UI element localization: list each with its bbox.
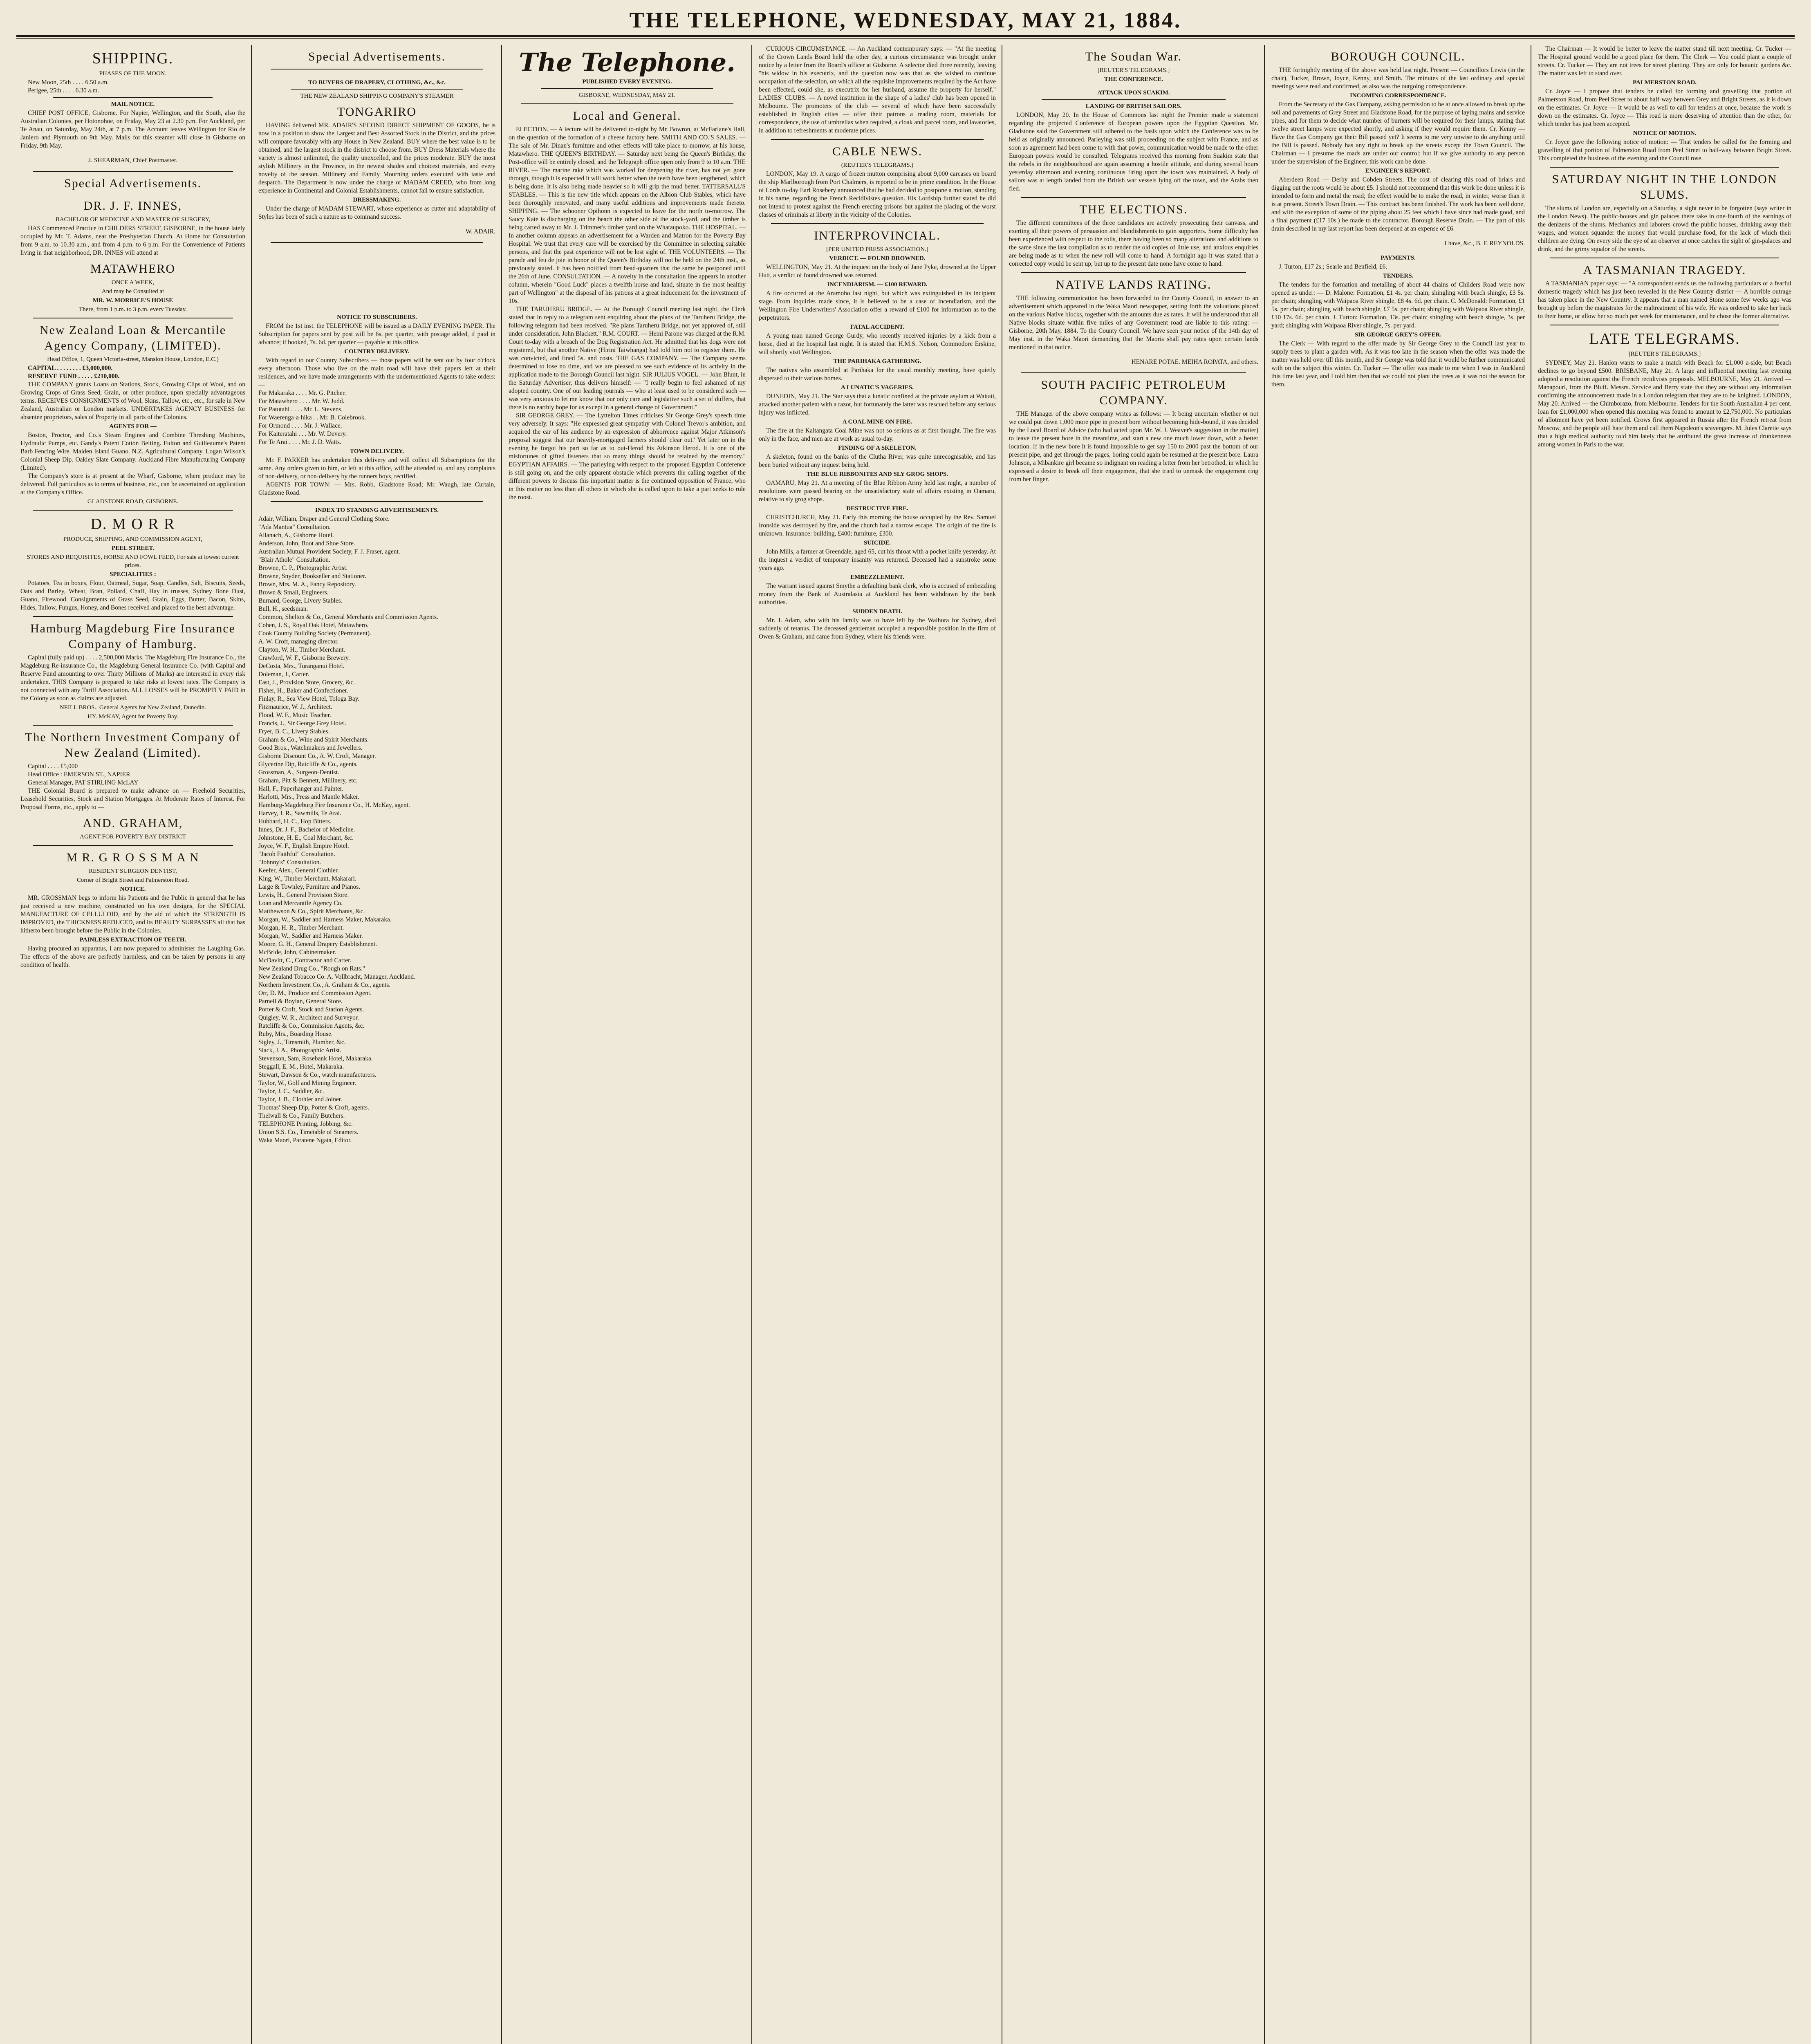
index-entry: Clayton, W. H., Timber Merchant. bbox=[258, 646, 345, 653]
payments-heading: PAYMENTS. bbox=[1381, 255, 1416, 261]
peel-street: PEEL STREET. bbox=[112, 545, 154, 551]
index-entry: Morgan, W., Saddler and Harness Maker, Makaraka. bbox=[258, 916, 392, 923]
index-entry: Porter & Croft, Stock and Station Agents. bbox=[258, 1006, 364, 1013]
skeleton-text: A skeleton, found on the banks of the Clutha River, was quite unrecognisable, and has been buried without any inquest being held. bbox=[759, 453, 996, 468]
tongariro: TONGARIRO bbox=[337, 105, 417, 119]
index-entry: Cohen, J. S., Royal Oak Hotel, Matawhero. bbox=[258, 622, 369, 629]
painless-heading: PAINLESS EXTRACTION OF TEETH. bbox=[79, 937, 186, 943]
parihaka-text: The natives who assembled at Parihaka for the usual monthly meeting, have quietly dispersed to their various homes. bbox=[759, 367, 996, 382]
column-5 bbox=[1005, 45, 1262, 2044]
adair-text: HAVING delivered MR. ADAIR'S SECOND DIRECT SHIPMENT OF GOODS, he is now in a position to show the Largest and Best Assorted Stock in the District, and the prices will compare favorably with any House in New Zealand. BUY where the best value is to be obtained, and the largest stock in the district to choose from. BUY Dress Materials where the variety is almost unlimited, the quality unexcelled, and the prices moderate. BUY the most stylish Millinery in the Province, in the newest shades and choicest materials, and every novelty of the season. Millinery and Family Mourning orders executed with taste and despatch. The Department is now under the charge of MADAM CREED, who from long experience in Continental and Colonial Establishments, cannot fail to ensure satisfaction. bbox=[258, 122, 495, 194]
index-entry: Browne, Snyder, Bookseller and Stationer. bbox=[258, 573, 367, 580]
index-entry: Francis, J., Sir George Grey Hotel. bbox=[258, 720, 347, 727]
newspaper-logo: The Telephone. bbox=[519, 47, 735, 77]
sudden-text: Mr. J. Adam, who with his family was to have left by the Waihora for Sydney, died suddenly of tetanus. The deceased gentleman occupied a responsible position in the firm of Owen & Graham, and came from Sydney, where his friends were. bbox=[759, 617, 996, 640]
index-entry: McBride, John, Cabinetmaker. bbox=[258, 949, 336, 956]
interprovincial-heading: INTERPROVINCIAL. bbox=[814, 229, 941, 242]
incoming-text: From the Secretary of the Gas Company, asking permission to be at once allowed to break up the soil and pavements of Grey Street and Gladstone Road, for the purpose of laying mains and service pipes, and for them to decide what number of burners will be required for their lamps, stating that twelve street lamps were expected shortly, and asking if they would require them. Cr. Kenny — Have the Gas Company got their Bill passed yet? It seems to me very unwise to do anything until the Bill is passed. Nobody has any right to break up the streets except the Town Council. The Chairman — I presume the roads are under our control; but if we give authority to any person under the supervision of the Engineer, this work can be done. bbox=[1271, 101, 1525, 165]
embezzle-heading: EMBEZZLEMENT. bbox=[850, 574, 904, 580]
fatal-text: A young man named George Gurdy, who recently received injuries by a kick from a horse, died at the hospital last night. It is stated that H.M.S. Nelson, Commodore Erskine, will shortly visit Wellington. bbox=[759, 332, 996, 356]
index-entry: Browne, C. P., Photographic Artist. bbox=[258, 565, 348, 572]
index-entry: Brown & Small, Engineers. bbox=[258, 589, 329, 596]
column-6 bbox=[1267, 45, 1529, 2044]
index-entry: "Jacob Faithful" Consultation. bbox=[258, 851, 335, 858]
elections-text: The different committees of the three candidates are actively prosecuting their canvass, and exerting all their powers of persuasion and blandishments to gain supporters. Some difficulty has been experienced with respect to the rolls, there having been so many alterations and additions to the same since the last compilation as to render the old copies of little use, and anxious enquiries are being made as to when the new roll will come to hand. A fortnight ago it was stated that a corrected copy would be sent up, but up to the present date none have come to hand. bbox=[1009, 220, 1258, 267]
country-agent-line: For Kaiteratahi . . . Mr. W. Devery. bbox=[258, 430, 347, 437]
index-entry: Matthewson & Co., Spirit Merchants, &c. bbox=[258, 908, 365, 915]
specialities-heading: SPECIALITIES : bbox=[110, 571, 156, 578]
incoming-heading: INCOMING CORRESPONDENCE. bbox=[1350, 92, 1446, 99]
index-entry: Common, Shelton & Co., General Merchants and Commission Agents. bbox=[258, 614, 438, 621]
suicide-text: John Mills, a farmer at Greendale, aged 65, cut his throat with a pocket knife yesterday. At the inquest a verdict of temporary insanity was returned. Deceased had a sunstroke some years ago. bbox=[759, 548, 996, 572]
local-text-2: THE TARUHERU BRIDGE. — At the Borough Council meeting last night, the Clerk stated that in reply to a telegram sent enquiring about the plans of the Taruheru Bridge, the following telegram had been received. "Re plans Taruheru Bridge, not yet approved of, still under consideration. John Blackett." R.M. COURT. — Hemi Parone was charged at the R.M. Court to-day with a breach of the Dog Registration Act. He admitted that his dogs were not registered, but that another Native (Hirini Taiwhanga) had told him not to register them. He was convicted, and fined 5s. and costs. THE GAS COMPANY. — The Company seems determined to lose no time, and we are pleased to see such evidence of its activity in the application made to the Borough Council last night. SIR JULIUS VOGEL. — John Blunt, in the Saturday Advertiser, thus delivers himself: — "I really begin to feel ashamed of my adopted country. One of our leading journals — who at least used to be considered such — was very anxious to let me know that our only care and legislative such a set of duffers, that there is no earthly hope for us except in a general change of Government." bbox=[509, 306, 746, 411]
dmorr-heading: D. M O R R bbox=[90, 515, 175, 533]
column-3 bbox=[504, 45, 750, 2044]
index-entry: Hubbard, H. C., Hop Bitters. bbox=[258, 818, 332, 825]
index-entry: Johnstone, H. E., Coal Merchant, &c. bbox=[258, 834, 354, 841]
saturday-text: The slums of London are, especially on a Saturday, a sight never to be forgotten (says writer in the London News). The public-houses and gin palaces there take in one-fourth of the earnings of the denizens of the slums. Mechanics and laborers crowd the public houses, drinking away their wages, and women squander the money that would purchase food, for the lack of which their children are dying. On every side the eye of an observer at once catches the sight of gin-palaces and drink, and the grimy squalor of the streets. bbox=[1538, 205, 1791, 253]
tenders-text: The tenders for the formation and metalling of about 44 chains of Childers Road were now opened as under: — D. Malone: Formation, £1 4s. per chain; shingling with beach shingle, £3 5s. per chain; shingling with Waipaoa River shingle, £8 4s. 6d. per chain. C. McDonald: Formation, £1 5s. per chain; shingling with beach shingle, £7 5s. per chain; shingling with Waipaoa River shingle, £10 17s. 6d. per chain. J. Turton: Formation, 13s. per chain; shingling with beach shingle, 3s. per yard; shingling with Waipaoa River shingle, 7s. per yard. bbox=[1271, 281, 1525, 329]
dressmaking-heading: DRESSMAKING. bbox=[353, 197, 401, 203]
country-text: With regard to our Country Subscribers — those papers will be sent out by four o'clock every afternoon. Those who live on the main road will have their papers left at their residences, and we have made arrangements with the undermentioned Agents to take orders: — bbox=[258, 357, 495, 388]
index-entry: Loan and Mercantile Agency Co. bbox=[258, 900, 343, 907]
index-entry: Ratcliffe & Co., Commission Agents, &c. bbox=[258, 1022, 365, 1029]
town-text: Mr. F. PARKER has undertaken this delivery and will collect all Subscriptions for the same. Any orders given to him, or left at this office, will be attended to, and any complaints of non-delivery, or non-delivery by the runners boys, rectified. bbox=[258, 457, 495, 480]
special-ads-heading: Special Advertisements. bbox=[308, 50, 446, 63]
soudan-sub: [REUTER'S TELEGRAMS.] bbox=[1097, 67, 1170, 74]
index-heading: INDEX TO STANDING ADVERTISEMENTS. bbox=[315, 507, 439, 513]
telegrams-heading: LATE TELEGRAMS. bbox=[1589, 330, 1740, 347]
ribbon-heading: THE BLUE RIBBONITES AND SLY GROG SHOPS. bbox=[806, 471, 948, 477]
soudan-text: LONDON, May 20. In the House of Commons last night the Premier made a statement regarding the projected Conference of European powers upon the Egyptian Question. Mr. Gladstone said the Government still adhered to the basis upon which the Conference was to be held as originally announced. Parleying was still proceeding on the subject with France, and as soon as agreement had been come to with that power, communication would be made to the other European powers would be consulted. Telegrams received this morning from Suakim state that the rebels in the neighbourhood are again assuming a hostile attitude, and during several hours yesterday afternoon and evening continuous firing upon the town was maintained. A body of sailors was at length landed from the British war vessels lying off the town, and the Arabs then fled. bbox=[1009, 112, 1258, 192]
verdict-heading: VERDICT. — FOUND DROWNED. bbox=[829, 255, 926, 262]
index-entry: Lewis, H., General Provision Store. bbox=[258, 892, 349, 899]
grossman-address: Corner of Bright Street and Palmerston Road. bbox=[76, 877, 189, 883]
index-entry: Waka Maori, Paratene Ngata, Editor. bbox=[258, 1137, 352, 1144]
local-continued: CURIOUS CIRCUMSTANCE. — An Auckland contemporary says: — "At the meeting of the Crown Lands Board held the other day, a curious circumstance was brought under notice by a letter from the Board's officer at Gisborne. A selector died three recently, leaving "his widow in his executrix, and the question now was that as she wished to continue occupation of the selection, on which all the requisite improvements required by the Act have been effected, could she, as executrix for her husband, assume the property for herself." LADIES' CLUBS. — A novel institution in the shape of a ladies' club has been opened in Melbourne. The promoters of the club — several of which have been successfully established in English cities — offer their patrons a reading room, materials for correspondence, the use of umbrellas when required, a cloak and parcel room, and lavatories, in addition to refreshments at moderate prices. bbox=[759, 45, 996, 134]
lunatic-heading: A LUNATIC'S VAGERIES. bbox=[841, 384, 914, 391]
morrice-time: There, from 1 p.m. to 3 p.m. every Tuesday. bbox=[79, 306, 187, 313]
index-entry: Northern Investment Co., A. Graham & Co., agents. bbox=[258, 982, 391, 988]
index-entry: Sigley, J., Timsmith, Plumber, &c. bbox=[258, 1039, 346, 1046]
saturday-heading: SATURDAY NIGHT IN THE LONDON SLUMS. bbox=[1552, 173, 1777, 202]
index-entry: Fisher, H., Baker and Confectioner. bbox=[258, 687, 348, 694]
wharf-text: The Company's store is at present at the Wharf, Gisborne, where produce may be delivered. Full particulars as to terms of business, etc., can be ascertained on application at the Company's Office. bbox=[20, 473, 245, 496]
town-agents: AGENTS FOR TOWN: — Mrs. Robb, Gladstone Road; Mr. Waugh, late Curtain, Gladstone Road. bbox=[258, 481, 495, 496]
incendiarism-text: A fire occurred at the Aramoho last night, but which was extinguished in its incipient stage. From inquiries made since, it is believed to be a case of incendiarism, and the Wellington Fire Underwriters' Association offer a reward of £100 for information as to the perpetrators. bbox=[759, 290, 996, 321]
nz-loan-heading: New Zealand Loan & Mercantile Agency Company, (LIMITED). bbox=[39, 323, 226, 352]
tasmanian-text: A TASMANIAN paper says: — "A correspondent sends us the following particulars of a fearful domestic tragedy which has just been revealed in the New Country district — A horrible outrage has taken place in the New Country. It appears that a man named Stone some few weeks ago was brought up before the magistrates for the maltreatment of his wife. He was ordered to take her back to their home, or allow her so much per week for maintenance, and he chose the former alternative. bbox=[1538, 280, 1791, 320]
index-entry: Hamburg-Magdeburg Fire Insurance Co., H. McKay, agent. bbox=[258, 802, 410, 809]
index-entry: Adair, William, Draper and General Clothing Store. bbox=[258, 515, 390, 522]
telegrams-sub: [REUTER'S TELEGRAMS.] bbox=[1628, 351, 1701, 357]
column-4 bbox=[755, 45, 1000, 2044]
once-week: ONCE A WEEK, bbox=[111, 279, 155, 286]
agents-for: AGENTS FOR — bbox=[109, 423, 157, 430]
index-entry: Joyce, W. F., English Empire Hotel. bbox=[258, 843, 349, 849]
pacific-heading: SOUTH PACIFIC PETROLEUM COMPANY. bbox=[1041, 378, 1226, 407]
local-text-3: SIR GEORGE GREY. — The Lyttelton Times criticises Sir George Grey's speech time very adversely. It says: "He expressed great sympathy with Colonel Trevor's ambition, and acquired the ear of his audience by an expression of abhorrence against Major Atkinson's proposal suggest that our heavily-mortgaged farmers should 'clear out.' Yet later on in the evening he forgot his part so far as to out-Herod his Atkinson Herod. It is one of the misfortunes of gifted listeners that so many things should be retained by the memory." EGYPTIAN AFFAIRS. — The parleying with respect to the proposed Egyptian Conference is still going on, and the only apparent obstacle which prevents the calling together of the different powers to discuss this important matter is the continued opposition of France, who in this matter no less than all others in which she is called upon to take a part seeks to rule the roost. bbox=[509, 412, 746, 501]
column-2 bbox=[254, 45, 500, 2044]
column-7 bbox=[1534, 45, 1795, 2044]
column-divider bbox=[751, 45, 752, 2044]
index-entry: Slack, J. A., Photographic Artist. bbox=[258, 1047, 341, 1054]
nz-loan-office: Head Office, 1, Queen Victoria-street, Mansion House, London, E.C.) bbox=[47, 356, 219, 363]
telegrams-text: SYDNEY, May 21. Hanlon wants to make a match with Beach for £1,000 a-side, but Beach declines to go beyond £500. BRISBANE, May 21. A large and influential meeting last evening adopted a resolution against the French recidivists proposals. MELBOURNE, May 21. Arrived — Manapouri, from the Bluff. Messrs. Service and Berry state that they are without any information confirming the announcement made in a London telegram that they are to be knighted. LONDON, May 20. Arrived — the Chimborazo, from Melbourne. Tenders for the South Australian 4 per cent. loan for £1,000,000 when opened this morning was found to amount to £2,750,000. No particulars of allotment have yet been notified. Crows first appeared in Russia after the French retreat from Moscow, and the people still hate them and call them Napoleon's scavengers. M. Jules Claretie says that a high medical authority told him lately that he attributed the great increase of drunkenness among women in Paris to the war. bbox=[1538, 359, 1791, 448]
innes-text: HAS Commenced Practice in CHILDERS STREET, GISBORNE, in the house lately occupied by Mr. T. Adams, near the Presbyterian Church. At Home for Consultation from 9 a.m. to 10.30 a.m., and from 4 p.m. to 6 p.m. For the Convenience of Patients living in that neighborhood, DR. INNES will attend at bbox=[20, 225, 245, 256]
index-entry: Graham & Co., Wine and Spirit Merchants. bbox=[258, 736, 369, 743]
index-entry: Stewart, Dawson & Co., watch manufacturers. bbox=[258, 1071, 377, 1078]
index-entry: Thelwall & Co., Family Butchers. bbox=[258, 1112, 345, 1119]
index-entry: Gisborne Discount Co., A. W. Croft, Manager. bbox=[258, 753, 376, 760]
grossman-text: MR. GROSSMAN begs to inform his Patients and the Public in general that he has just received a new machine, constructed on his own designs, for the SPECIAL MANUFACTURE OF CELLULOID, and by the aid of which the STRENGTH IS IMPROVED, the THICKNESS REDUCED, and its BEAUTY SURPASSES all that has hitherto been brought before the Public in the Colonies. bbox=[20, 894, 245, 934]
borough-heading: BOROUGH COUNCIL. bbox=[1331, 50, 1466, 63]
subscribers-heading: NOTICE TO SUBSCRIBERS. bbox=[337, 314, 417, 320]
embezzle-text: The warrant issued against Smythe a defaulting bank clerk, who is accused of embezzling money from the Bank of Australasia at Auckland has been withdrawn by the bank authorities. bbox=[759, 583, 996, 606]
index-entry: Morgan, H. R., Timber Merchant. bbox=[258, 924, 344, 931]
grey-text: The Clerk — With regard to the offer made by Sir George Grey to the Council last year to supply trees to plant a garden with. As it was too late in the season when the offer was made the matter was held over till this month, and Sir George was told that it would be further communicated with on the subject this winter. Cr. Tucker — The offer was made to me when I was in Auckland this time last year, and I told him then that we could not plant the trees as it was not the season for them. bbox=[1271, 340, 1525, 388]
agents-list: Boston, Proctor, and Co.'s Steam Engines and Combine Threshing Machines, Hydraulic Pumps, etc. Gandy's Patent Cotton Belting. Fulton and Guilleaume's Patent Barb Fencing Wire. Maiden Island Guano. N.Z. Agricultural Company. Logan Wilson's Colonial Sheep Dip. Oakley Slate Company. Auckland Fibre Manufacturing Company (Limited). bbox=[20, 432, 245, 471]
index-entry: "Ada Mantua" Consultation. bbox=[258, 524, 331, 531]
index-entry: Cook County Building Society (Permanent). bbox=[258, 630, 371, 637]
index-entry: Doleman, J., Carter. bbox=[258, 671, 309, 678]
northern-line: Head Office : EMERSON ST., NAPIER bbox=[28, 771, 130, 778]
index-entry: Anderson, John, Boot and Shoe Store. bbox=[258, 540, 355, 547]
destructive-text: CHRISTCHURCH, May 21. Early this morning the house occupied by the Rev. Samuel Ironside was destroyed by fire, and the church had a narrow escape. The origin of the fire is unknown. Insurance: building, £400; furniture, £300. bbox=[759, 514, 996, 537]
hamburg-text: Capital (fully paid up) . . . . 2,500,000 Marks. The Magdeburg Fire Insurance Co., the Magdeburg Re-insurance Co., the Magdeburg General Insurance Co. (with Capital and Reserve Fund amounting to over Thirty Millions of Marks) are interested in every risk undertaken. THIS Company is prepared to take risks at lowest rates. The Company is not connected with any Tariff Association. ALL LOSSES will be PROMPTLY PAID in the Colony as soon as claims are adjusted. bbox=[20, 654, 245, 702]
country-heading: COUNTRY DELIVERY. bbox=[344, 348, 410, 355]
interprovincial-sub: [PER UNITED PRESS ASSOCIATION.] bbox=[826, 246, 929, 253]
index-entry: Union S.S. Co., Timetable of Steamers. bbox=[258, 1129, 359, 1136]
index-entry: Harlotti, Mrs., Press and Mantle Maker. bbox=[258, 793, 359, 800]
motion-heading: NOTICE OF MOTION. bbox=[1633, 130, 1697, 137]
index-entry: King, W., Timber Merchant, Makarari. bbox=[258, 875, 356, 882]
masthead-rule-thin bbox=[16, 38, 1795, 39]
incendiarism-heading: INCENDIARISM. — £100 REWARD. bbox=[827, 281, 928, 288]
northern-text: THE Colonial Board is prepared to make advance on — Freehold Securities, Leasehold Securities, Stock and Station Mortgages. At Moderate Rates of Interest. For Proposal Forms, etc., apply to — bbox=[20, 787, 245, 811]
matawhero-heading: MATAWHERO bbox=[90, 262, 176, 276]
mail-heading: MAIL NOTICE. bbox=[111, 101, 155, 108]
column-divider bbox=[501, 45, 502, 2044]
grossman-name: M R. G R O S S M A N bbox=[66, 851, 199, 864]
index-entry: Moore, G. H., General Drapery Establishment. bbox=[258, 941, 377, 948]
engineer-heading: ENGINEER'S REPORT. bbox=[1365, 168, 1431, 174]
hamburg-heading: Hamburg Magdeburg Fire Insurance Company of Hamburg. bbox=[30, 622, 235, 651]
index-entry: Australian Mutual Provident Society, F. J. Fraser, agent. bbox=[258, 548, 400, 555]
index-entry: Quigley, W. R., Architect and Surveyor. bbox=[258, 1014, 359, 1021]
index-entry: Orr, D. M., Produce and Commission Agent. bbox=[258, 990, 372, 997]
index-entry: Fryer, B. C., Livery Stables. bbox=[258, 728, 330, 735]
mail-text: CHIEF POST OFFICE, Gisborne. For Napier, Wellington, and the South, also the Australian Colonies, per Hotonohoe, on Friday, May 23 at 2.30 p.m. For Auckland, per Te Anau, on Saturday, May 24th, at 7 p.m. The Account leaves Wellington for Rio de Janiero and Plymouth on 9th May. Mails for this steamer will close in Gisborne on Friday, 9th May. bbox=[20, 110, 245, 149]
fatal-heading: FATAL ACCIDENT. bbox=[850, 324, 905, 330]
reserve-line: RESERVE FUND . . . . . £210,000. bbox=[28, 373, 120, 380]
dressmaking-text: Under the charge of MADAM STEWART, whose experience as cutter and adaptability of Styles has been of such a nature as to command success. bbox=[258, 205, 495, 220]
index-entry: TELEPHONE Printing, Jobbing, &c. bbox=[258, 1121, 353, 1127]
specialities-text: Potatoes, Tea in boxes, Flour, Oatmeal, Sugar, Soap, Candles, Salt, Biscuits, Seeds, Oats and Barley, Wheat, Bran, Pollard, Chaff, Hay in trusses, Sydney Bone Dust, Guano, Firewood. Consignments of Grass Seed, Grain, Eggs, Butter, Bacon, Skins, Hides, Tallow, Fungus, Honey, and Bones received and placed to the best advantage. bbox=[20, 580, 245, 611]
index-entry: Crawford, W. F., Gisborne Brewery. bbox=[258, 654, 350, 661]
local-text: ELECTION. — A lecture will be delivered to-night by Mr. Bowron, at McFarlane's Hall, on the question of the formation of a cheese factory here. SMITH AND CO.'S SALES. — The sale of Mr. Dinan's furniture and other effects will take place to-morrow, at his house, Matawhero. THE QUEEN'S BIRTHDAY. — Saturday next being the Queen's Birthday, the Post-office will be entirely closed, and the Telegraph office open only from 9 to 10 a.m. THE RIVER. — The marine rake which was worked for deepening the river, has not yet gone through, though it is expected it will work better when the teeth have been lengthened, which is being done. It is also being made heavier so it will grip the mud better. TATTERSALL'S STABLES. — This is the new title which appears on the Albion Club Stables, which have been thoroughly renovated, and many useful additions and improvements made thereto. SHIPPING. — The schooner Opihonn is expected to leave for the north to-morrow. The Saucy Kate is discharging on the beach the other side of the stock-yard, and the timber is being carted away to Mr. J. Trimmer's timber yard on the Whataupoko. THE HOSPITAL. — In another column appears an advertisement for a Warden and Matron for the Poverty Bay Hospital. We trust that every care will be exercised by the Committee in selecting suitable persons, and that the past experience will not be lost sight of. THE VOLUNTEERS. — The parade and feu de joie in honor of the Queen's Birthday will not be held on the 24th inst., as previously stated. It has been notified from head-quarters that the same be postponed until the 26th of June. CONSULTATION. — A novelty in the consultation line appears in another column, wherein "Good Luck" places a twelfth horse and land, situate in the most healthy part of Wellington" at the disposal of his patrons at a great inducement for the investment of 10s. bbox=[509, 126, 746, 305]
native-signatures: HENARE POTAE. MEIHA ROPATA, and others. bbox=[1131, 358, 1258, 365]
notice-heading: NOTICE. bbox=[120, 886, 146, 892]
engineer-text: Aberdeen Road — Derby and Cobden Streets. The cost of clearing this road of briars and digging out the roots would be about £5. I should not recommend that this work be done unless it is intended to form and metal the road; the effect would be to make the road, in winter, worse than it is at present. Street's Town Drain. — This contract has been finished. The work has been well done, and with the exception of some of the piping about 25 feet which I have since had made good, and a final payment (£17 10s.) be made to the contractor. Borough Reserve Drain. — The part of this drain described in my last report has been deepened at an expense of £6. bbox=[1271, 176, 1525, 232]
grossman-sub: RESIDENT SURGEON DENTIST, bbox=[89, 868, 177, 874]
index-entry: Allanach, A., Gisborne Hotel. bbox=[258, 532, 334, 539]
motion-text: Cr. Joyce gave the following notice of motion: — That tenders be called for the forming and gravelling of that portion of Palmerston Road from Peel Street to half-way between Bright Street. This completed the business of the evening and the Council rose. bbox=[1538, 139, 1791, 162]
index-entry: DeCosta, Mrs., Turanganui Hotel. bbox=[258, 663, 345, 670]
postmaster: J. SHEARMAN, Chief Postmaster. bbox=[88, 157, 177, 164]
dmorr-sub: PRODUCE, SHIPPING, AND COMMISSION AGENT, bbox=[63, 536, 203, 542]
country-agent-line: For Ormond . . . . Mr. J. Wallace. bbox=[258, 422, 342, 429]
index-entry: Large & Townley, Furniture and Pianos. bbox=[258, 883, 361, 890]
native-lands-heading: NATIVE LANDS RATING. bbox=[1056, 278, 1212, 291]
palmerston-text: Cr. Joyce — I propose that tenders be called for forming and gravelling that portion of Palmerston Road, from Peel Street to about half-way between Grey and Bright Streets, as it is down on the estimates. Cr. Joyce — It would be as well to call for tenders at once, because the work is down on the estimates. Cr. Joyce — This road is more deserving of attention than the other, for which tender has just been accepted. bbox=[1538, 88, 1791, 128]
masthead: THE TELEPHONE, WEDNESDAY, MAY 21, 1884. bbox=[629, 8, 1182, 32]
index-entry: New Zealand Tobacco Co. A. Vollbracht, Manager, Auckland. bbox=[258, 973, 415, 980]
index-entry: Parnell & Boylan, General Store. bbox=[258, 998, 343, 1005]
skeleton-heading: FINDING OF A SKELETON. bbox=[838, 445, 917, 451]
index-entry: Steggall, E. M., Hotel, Makaraka. bbox=[258, 1063, 344, 1070]
town-heading: TOWN DELIVERY. bbox=[350, 448, 404, 455]
index-entry: Brown, Mrs. M. A., Fancy Repository. bbox=[258, 581, 356, 588]
shipping-company: THE NEW ZEALAND SHIPPING COMPANY'S STEAMER bbox=[300, 93, 454, 99]
special-ads-heading: Special Advertisements. bbox=[64, 177, 202, 190]
mckay-agent: HY. McKAY, Agent for Poverty Bay. bbox=[87, 713, 179, 720]
index-entry: Flood, W. F., Music Teacher. bbox=[258, 712, 331, 719]
index-entry: Keefer, Alex., General Clothier. bbox=[258, 867, 339, 874]
elections-heading: THE ELECTIONS. bbox=[1079, 203, 1188, 216]
local-heading: Local and General. bbox=[573, 109, 681, 123]
index-entry: New Zealand Drug Co., "Rough on Rats." bbox=[258, 965, 365, 972]
column-1 bbox=[16, 45, 249, 2044]
index-list bbox=[258, 515, 495, 1145]
lunatic-text: DUNEDIN, May 21. The Star says that a lunatic confined at the private asylum at Waitati, attacked another patient with a razor, but fortunately the latter was rescued before any serious injury was inflicted. bbox=[759, 393, 996, 416]
consulted-at: And may be Consulted at bbox=[101, 288, 164, 295]
index-entry: Good Bros., Watchmakers and Jewellers. bbox=[258, 744, 363, 751]
country-agent-line: For Matawhero . . . . Mr. W. Judd. bbox=[258, 398, 345, 405]
painless-text: Having procured an apparatus, I am now prepared to administer the Laughing Gas. The effects of the above are perfectly harmless, and can be taken by persons in any condition of health. bbox=[20, 945, 245, 968]
sudden-heading: SUDDEN DEATH. bbox=[852, 608, 902, 615]
cable-heading: CABLE NEWS. bbox=[832, 145, 923, 158]
landing-heading: LANDING OF BRITISH SAILORS. bbox=[1085, 103, 1182, 110]
palmerston-heading: PALMERSTON ROAD. bbox=[1632, 79, 1697, 86]
tenders-heading: TENDERS. bbox=[1383, 273, 1414, 279]
moon-heading: PHASES OF THE MOON. bbox=[99, 70, 167, 77]
column-divider bbox=[1264, 45, 1265, 2044]
ribbon-text: OAMARU, May 21. At a meeting of the Blue Ribbon Army held last night, a number of resolutions were passed bearing on the unsatisfactory state of affairs existing in Oamaru, relative to sly grog shops. bbox=[759, 480, 996, 503]
graham-sub: AGENT FOR POVERTY BAY DISTRICT bbox=[80, 834, 186, 840]
index-entry: Taylor, J. C., Saddler, &c. bbox=[258, 1088, 324, 1095]
dmorr-stores: STORES AND REQUISITES, HORSE AND FOWL FEED, For sale at lowest current prices. bbox=[27, 554, 239, 569]
gladstone-road: GLADSTONE ROAD, GISBORNE. bbox=[87, 498, 179, 505]
nz-loan-text: THE COMPANY grants Loans on Stations, Stock, Growing Clips of Wool, and on Growing Crops of Grass Seed, Grain, or other produce, upon specially advantageous terms. RECEIVES CONSIGNMENTS of Wool, Skins, Tallow, etc., etc., for sale in New Zealand, Australian or London markets. UNDERTAKES AGENCY BUSINESS for absentee proprietors, sales of Property in all parts of the Colonies. bbox=[20, 381, 245, 421]
masthead-rule bbox=[16, 35, 1795, 37]
suicide-heading: SUICIDE. bbox=[863, 540, 891, 546]
index-entry: Taylor, J. B., Clothier and Joiner. bbox=[258, 1096, 342, 1103]
country-agent-line: For Te Arai . . . . Mr. J. D. Watts. bbox=[258, 439, 341, 446]
index-entry: Burnard, George, Livery Stables. bbox=[258, 597, 343, 604]
soudan-heading: The Soudan War. bbox=[1085, 50, 1182, 63]
conference-heading: THE CONFERENCE. bbox=[1104, 76, 1163, 83]
country-agent-line: For Makaraka . . . . Mr. G. Pitcher. bbox=[258, 390, 346, 397]
index-entry: Stevenson, Sam, Rosebank Hotel, Makaraka. bbox=[258, 1055, 373, 1062]
engineer-signature: I have, &c., B. F. REYNOLDS. bbox=[1444, 240, 1525, 247]
index-entry: Innes, Dr. J. F., Bachelor of Medicine. bbox=[258, 826, 355, 833]
grey-heading: SIR GEORGE GREY'S OFFER. bbox=[1354, 332, 1442, 338]
parihaka-heading: THE PARIHAKA GATHERING. bbox=[833, 358, 921, 365]
index-entry: McDavitt, C., Contractor and Carter. bbox=[258, 957, 352, 964]
index-entry: Fitzmaurice, W. J., Architect. bbox=[258, 704, 332, 710]
graham-name: AND. GRAHAM, bbox=[83, 816, 183, 830]
published-line: PUBLISHED EVERY EVENING. bbox=[582, 78, 672, 85]
index-entry: Graham, Pitt & Bennett, Millinery, etc. bbox=[258, 777, 358, 784]
column-divider bbox=[251, 45, 252, 2044]
moon-line: Perigee, 25th . . . . 6.30 a.m. bbox=[28, 87, 99, 94]
neill-bros: NEILL BROS., General Agents for New Zealand, Dunedin. bbox=[59, 704, 206, 711]
shipping-heading: SHIPPING. bbox=[92, 50, 174, 67]
northern-line: General Manager, PAT STIRLING McLAY bbox=[28, 779, 139, 786]
index-entry: "Blair Athole" Consultation. bbox=[258, 556, 330, 563]
index-entry: Grossman, A., Surgeon-Dentist. bbox=[258, 769, 339, 776]
cable-text: LONDON, May 19. A cargo of frozen mutton comprising about 9,000 carcases on board the ship Marlborough from Port Chalmers, is reported to be in prime condition. In the House of Lords to-day Earl Rosebery announced that he had decided to postpone a motion, standing in his name, regarding the French Recidivistes question. His Lordship further stated he did not intend to protest against the French erecting prisons but against the placing of the worst classes of criminals at liberty in the vicinity of the Colonies. bbox=[759, 170, 996, 218]
cable-sub: (REUTER'S TELEGRAMS.) bbox=[841, 162, 914, 168]
index-entry: A. W. Croft, managing director. bbox=[258, 638, 339, 645]
index-entry: Bull, H., seedsman. bbox=[258, 605, 308, 612]
dateline: GISBORNE, WEDNESDAY, MAY 21. bbox=[578, 92, 676, 99]
innes-name: DR. J. F. INNES, bbox=[83, 199, 182, 213]
index-entry: Harvey, J. R., Sawmills, Te Arai. bbox=[258, 810, 341, 817]
chairman-text: The Chairman — It would be better to leave the matter stand till next meeting. Cr. Tucker — The Hospital ground would be a good place for them. The Clerk — You could plant a couple of streets. Cr. Tucker — They are not trees for street planting. They are only for botanic gardens &c. The matter was left to stand over. bbox=[1538, 45, 1791, 77]
subscribers-text: FROM the 1st inst. the TELEPHONE will be issued as a DAILY EVENING PAPER. The Subscription for papers sent by post will be 6s. per quarter, with postage added, if paid in advance; if booked, 7s. 6d. per quarter — payable at this office. bbox=[258, 323, 495, 346]
index-entry: Finlay, R., Sea View Hotel, Tologa Bay. bbox=[258, 695, 360, 702]
index-entry: Taylor, W., Golf and Mining Engineer. bbox=[258, 1080, 356, 1087]
northern-line: Capital . . . . £5,000 bbox=[28, 763, 78, 770]
adair-signature: W. ADAIR. bbox=[465, 228, 495, 235]
buyers-heading: TO BUYERS OF DRAPERY, CLOTHING, &c., &c. bbox=[308, 79, 446, 86]
coal-heading: A COAL MINE ON FIRE. bbox=[842, 419, 912, 425]
verdict-text: WELLINGTON, May 21. At the inquest on the body of Jane Pyke, drowned at the Upper Hutt, a verdict of found drowned was returned. bbox=[759, 264, 996, 279]
index-entry: "Johnny's" Consultation. bbox=[258, 859, 321, 866]
index-entry: Hall, F., Paperhanger and Painter. bbox=[258, 785, 343, 792]
country-agents-list bbox=[258, 389, 495, 446]
index-entry: East, J., Provision Store, Grocery, &c. bbox=[258, 679, 355, 686]
capital-line: CAPITAL . . . . . . . . £3,000,000. bbox=[28, 365, 113, 372]
index-entry: Ruby, Mrs., Boarding House. bbox=[258, 1031, 333, 1038]
northern-heading: The Northern Investment Company of New Zealand (Limited). bbox=[25, 731, 241, 760]
index-entry: Glycerine Dip, Ratcliffe & Co., agents. bbox=[258, 761, 358, 768]
innes-title: BACHELOR OF MEDICINE AND MASTER OF SURGERY, bbox=[55, 216, 211, 223]
index-entry: Morgan, W., Saddler and Harness Maker. bbox=[258, 932, 363, 939]
country-agent-line: For Patutahi . . . . Mr. L. Stevens. bbox=[258, 406, 343, 413]
borough-text: THE fortnightly meeting of the above was held last night. Present — Councillors Lewis (in the chair), Tucker, Brown, Joyce, Kenny, and Smith. The minutes of the last ordinary and special meetings were read and confirmed, as also was the outgoing correspondence. bbox=[1271, 67, 1525, 90]
tasmanian-heading: A TASMANIAN TRAGEDY. bbox=[1583, 263, 1746, 277]
index-entry: Thomas' Sheep Dip, Porter & Croft, agents. bbox=[258, 1104, 369, 1111]
moon-line: New Moon, 25th . . . . 6.50 a.m. bbox=[28, 79, 109, 86]
coal-text: The fire at the Kaitangata Coal Mine was not so serious as at first thought. The fire was only in the face, and men are at work as usual to-day. bbox=[759, 427, 996, 442]
suakim-heading: ATTACK UPON SUAKIM. bbox=[1097, 90, 1170, 96]
country-agent-line: For Waerenga-a-hika . . Mr. B. Colebrook. bbox=[258, 414, 366, 421]
destructive-heading: DESTRUCTIVE FIRE. bbox=[846, 505, 908, 512]
payments-text: J. Turton, £17 2s.; Searle and Benfield, £6. bbox=[1279, 263, 1387, 270]
pacific-text: THE Manager of the above company writes as follows: — It being uncertain whether or not we could put down 1,000 more pipe in present bore without becoming hide-bound, it was decided by the Local Board of Advice (who had acted upon Mr. W. J. Weaver's suggestion in the matter) to leave the present bore in the meantime, and start a new one much lower down, with a better location. If in the new bore it is found impossible to get say 150 to 2000 past the bottom of our present pipe, and get through the pages, boring could again be resumed at the present bore. Laura Johnson, a Mibankire girl became so indignant on reading a letter from her betrothed, in which he expressed a desire to break off their engagement, that she tried to unmask the engagement ring from her finger. bbox=[1009, 410, 1258, 483]
morrice-house: MR. W. MORRICE'S HOUSE bbox=[92, 297, 173, 304]
native-lands-text: THE following communication has been forwarded to the County Council, in answer to an advertisement which appeared in the Waka Maori newspaper, setting forth the valuations placed on the various Native blocks, together with the amounts due as rates. It will be understood that all Native blocks situate within five miles of any Government road are liable to this rating: — Gisborne, 20th May, 1884. To the County Council. We have seen your notice of the 14th day of May inst. in the Waka Maori demanding that the Maoris shall pay rates upon certain lands mentioned in that notice. bbox=[1009, 295, 1258, 351]
